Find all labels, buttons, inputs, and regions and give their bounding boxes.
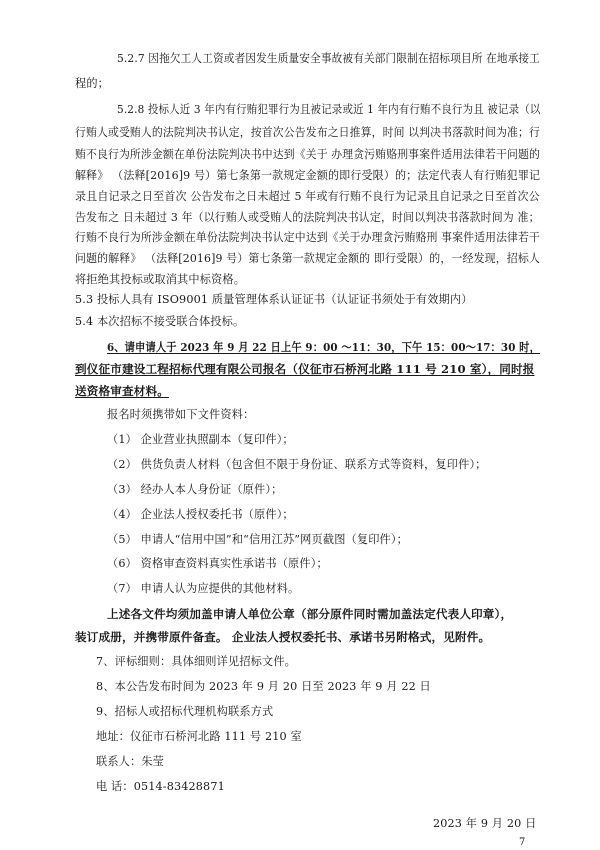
- text-line: 8、本公告发布时间为 2023 年 9 月 20 日至 2023 年 9 月 22 日: [96, 680, 431, 693]
- text-line: 地址：仪征市石桥河北路 111 号 210 室: [96, 730, 302, 743]
- text-line: 行贿人或受贿人的法院判决书认定，按首次公告发布之日推算，时间 以判决书落款时间为准；行: [75, 126, 541, 139]
- text-line: 5.2.8 投标人近 3 年内有行贿犯罪行为且被记录或近 1 年内有行贿不良行为且 被记录（以: [117, 103, 541, 116]
- text-line: 5.2.7 因拖欠工人工资或者因发生质量安全事故被有关部门限制在招标项目所 在地承接工: [117, 52, 540, 65]
- text-line: 电 话：0514-83428871: [96, 780, 225, 793]
- text-line: 录且自记录之日至首次 公告发布之日未超过 5 年或有行贿不良行为记录且自记录之日至首次公: [75, 190, 540, 203]
- list-item: （1） 企业营业执照副本（复印件）；: [107, 433, 294, 446]
- text-line: 装订成册，并携带原件备查。 企业法人授权委托书、承诺书另附格式，见附件。: [75, 630, 491, 644]
- text-line: 5.3 投标人具有 ISO9001 质量管理体系认证证书（认证证书须处于有效期内）: [75, 293, 473, 306]
- text-line: 报名时须携带如下文件资料：: [107, 408, 255, 421]
- list-item: （3） 经办人本人身份证（原件）；: [107, 483, 283, 496]
- list-item: （5） 申请人“信用中国”和“信用江苏”网页截图（复印件）；: [107, 533, 408, 546]
- list-item: （6） 资格审查资料真实性承诺书（原件）；: [107, 557, 328, 570]
- text-line: 上述各文件均须加盖申请人单位公章（部分原件同时需加盖法定代表人印章），: [107, 607, 513, 621]
- registration-notice-line: 6、请申请人于 2023 年 9 月 22 日上午 9：00 ～11：30，下午 15：00～17：30 时，: [107, 340, 540, 354]
- page-number: 7: [519, 837, 526, 848]
- list-item: （7） 申请人认为应提供的其他材料。: [107, 582, 300, 595]
- text-line: 告发布之 日未超过 3 年（以行贿人或受贿人的法院判决书认定，时间以判决书落款时间为 准；: [75, 211, 540, 224]
- text-line: 行贿不良行为所涉金额在单份法院判决书认定中达到《关于办理贪污贿赂刑 事案件适用法律若干: [75, 231, 541, 244]
- text-line: 7、评标细则：具体细则详见招标文件。: [96, 655, 297, 668]
- signature-date: 2023 年 9 月 20 日: [433, 817, 537, 830]
- registration-notice-line: 送资格审查材料。: [75, 384, 169, 398]
- text-line: 程的；: [75, 77, 110, 90]
- text-line: 问题的解释》 （法释[2016]9 号）第七条第一款规定金额的 即行受限）的，一经发现，招标人: [75, 252, 541, 265]
- list-item: （4） 企业法人授权委托书（原件）；: [107, 508, 294, 521]
- text-line: 9、招标人或招标代理机构联系方式: [96, 705, 274, 718]
- text-line: 联系人：朱莹: [96, 755, 165, 768]
- list-item: （2） 供货负责人材料（包含但不限于身份证、联系方式等资料，复印件）；: [107, 458, 487, 471]
- registration-notice-line: 到仪征市建设工程招标代理有限公司报名（仪征市石桥河北路 111 号 210 室），同时报: [75, 362, 535, 376]
- text-line: 5.4 本次招标不接受联合体投标。: [75, 315, 245, 328]
- text-line: 将拒绝其投标或取消其中标资格。: [75, 273, 246, 286]
- text-line: 贿不良行为所涉金额在单份法院判决书中达到《关于 办理贪污贿赂刑事案件适用法律若干问题的: [75, 148, 541, 161]
- text-line: 解释》 （法释[2016]9 号）第七条第一款规定金额的即行受限）的；法定代表人有行贿犯罪记: [75, 169, 541, 182]
